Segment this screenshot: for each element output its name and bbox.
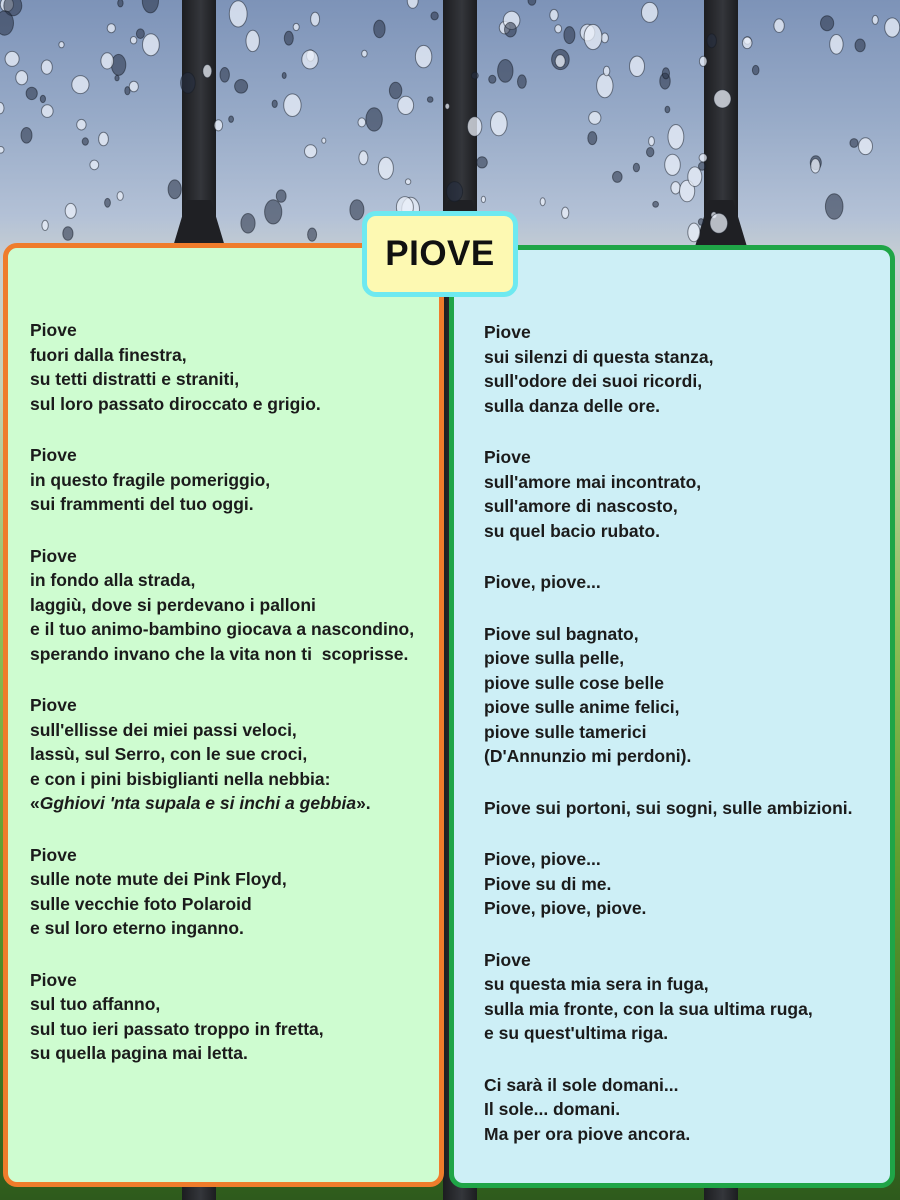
raindrop bbox=[698, 219, 703, 226]
raindrop bbox=[0, 102, 4, 113]
raindrop bbox=[358, 118, 366, 127]
left-poem-panel bbox=[3, 243, 444, 1187]
raindrop bbox=[366, 108, 382, 131]
raindrop bbox=[477, 157, 488, 168]
raindrop bbox=[647, 148, 654, 157]
poem-line: Ma per ora piove ancora. bbox=[484, 1123, 691, 1144]
poem-line: Piove bbox=[30, 969, 77, 990]
raindrop bbox=[630, 56, 645, 76]
poem-line: e su quest'ultima riga. bbox=[484, 1023, 669, 1043]
raindrop bbox=[588, 132, 597, 145]
raindrop bbox=[99, 132, 109, 146]
raindrop bbox=[214, 120, 222, 131]
quote-open-mark: « bbox=[30, 793, 40, 813]
poem-line: piove sulle anime felici, bbox=[484, 697, 680, 717]
poem-line: in fondo alla strada, bbox=[30, 570, 196, 590]
stanza bbox=[30, 443, 439, 517]
poem-line: Piove bbox=[484, 949, 531, 970]
raindrop bbox=[0, 147, 4, 154]
raindrop bbox=[885, 18, 900, 37]
raindrop bbox=[130, 37, 136, 44]
dialect-quote-text: Gghiovi 'nta supala e si inchi a gebbia bbox=[39, 793, 357, 813]
raindrop bbox=[350, 200, 364, 220]
raindrop bbox=[649, 137, 655, 146]
raindrop bbox=[445, 103, 449, 109]
raindrop bbox=[378, 157, 393, 179]
raindrop bbox=[699, 56, 707, 66]
raindrop bbox=[241, 214, 255, 234]
stanza bbox=[484, 445, 890, 543]
raindrop bbox=[589, 112, 601, 125]
poem-line: e il tuo animo-bambino giocava a nascondino, bbox=[30, 619, 415, 639]
raindrop bbox=[562, 207, 569, 218]
poem-line: fuori dalla finestra, bbox=[30, 344, 187, 365]
raindrop bbox=[302, 50, 318, 69]
raindrop bbox=[265, 200, 282, 224]
poem-line: Piove, piove... bbox=[484, 849, 601, 869]
poem-line: Ci sarà il sole domani... bbox=[484, 1074, 679, 1095]
raindrop bbox=[181, 73, 196, 94]
poem-line: sulle note mute dei Pink Floyd, bbox=[30, 869, 287, 889]
raindrop bbox=[699, 154, 707, 162]
stanza bbox=[30, 693, 439, 816]
poem-line: sui silenzi di questa stanza, bbox=[484, 346, 714, 367]
poem-line: piove sulle cose belle bbox=[484, 672, 664, 693]
left-stanzas bbox=[30, 318, 439, 1066]
raindrop bbox=[374, 20, 385, 38]
raindrop bbox=[528, 0, 536, 5]
poem-line: sull'odore dei suoi ricordi, bbox=[484, 371, 703, 391]
raindrop bbox=[555, 55, 565, 68]
raindrop bbox=[40, 95, 45, 102]
raindrop bbox=[389, 82, 401, 98]
poem-line: su questa mia sera in fuga, bbox=[484, 974, 709, 994]
raindrop bbox=[481, 196, 485, 202]
raindrop bbox=[752, 65, 759, 74]
raindrop bbox=[72, 76, 89, 94]
poem-line: Piove, piove... bbox=[484, 572, 601, 592]
stanza bbox=[484, 570, 890, 595]
raindrop bbox=[505, 22, 517, 37]
raindrop bbox=[5, 51, 19, 66]
raindrop bbox=[855, 39, 865, 52]
poem-line: su tetti distratti e straniti, bbox=[30, 369, 240, 389]
raindrop bbox=[90, 160, 99, 170]
poem-line: Il sole... domani. bbox=[484, 1099, 621, 1119]
raindrop bbox=[668, 125, 684, 150]
poem-line: sulle vecchie foto Polaroid bbox=[30, 893, 252, 914]
raindrop bbox=[714, 90, 731, 108]
poem-line: Piove sui portoni, sui sogni, sulle ambizioni. bbox=[484, 797, 853, 818]
raindrop bbox=[59, 42, 64, 48]
raindrop bbox=[398, 96, 414, 114]
raindrop bbox=[272, 100, 277, 107]
raindrop bbox=[707, 34, 716, 48]
poem-line: su quel bacio rubato. bbox=[484, 520, 660, 541]
poem-line: sul loro passato diroccato e grigio. bbox=[30, 393, 321, 414]
raindrop bbox=[21, 128, 32, 144]
raindrop bbox=[229, 116, 234, 122]
poem-line: Piove bbox=[484, 447, 531, 467]
raindrop bbox=[311, 12, 320, 26]
raindrop bbox=[467, 117, 481, 137]
raindrop bbox=[872, 15, 878, 24]
poem-line: sull'amore di nascosto, bbox=[484, 496, 678, 516]
raindrop bbox=[42, 105, 54, 118]
raindrop bbox=[322, 138, 326, 143]
raindrop bbox=[105, 198, 111, 207]
raindrop bbox=[63, 227, 73, 241]
raindrop bbox=[0, 11, 13, 35]
raindrop bbox=[518, 75, 527, 88]
poem-line: Piove bbox=[30, 320, 77, 340]
raindrop bbox=[671, 182, 680, 194]
raindrop bbox=[26, 87, 37, 99]
raindrop bbox=[642, 2, 658, 22]
raindrop bbox=[282, 73, 286, 79]
raindrop bbox=[584, 24, 602, 49]
raindrop bbox=[82, 138, 88, 145]
poem-line: laggiù, dove si perdevano i palloni bbox=[30, 594, 316, 615]
poem-line: e sul loro eterno inganno. bbox=[30, 918, 244, 938]
raindrop bbox=[665, 154, 681, 175]
raindrop bbox=[284, 94, 301, 117]
poem-title: PIOVE bbox=[385, 234, 495, 273]
poem-line: Piove bbox=[30, 844, 77, 865]
poem-line: Piove bbox=[30, 545, 77, 566]
quote-close-mark: ». bbox=[356, 793, 371, 813]
poem-line: sull'ellisse dei miei passi veloci, bbox=[30, 719, 297, 740]
poem-line: Piove bbox=[30, 445, 77, 465]
poem-line: Piove, piove, piove. bbox=[484, 898, 647, 918]
raindrop bbox=[220, 68, 229, 83]
raindrop bbox=[136, 29, 144, 39]
raindrop bbox=[859, 138, 873, 155]
stanza bbox=[484, 1073, 890, 1147]
stanza bbox=[484, 622, 890, 769]
raindrop bbox=[362, 50, 367, 57]
raindrop bbox=[107, 24, 115, 33]
raindrop bbox=[662, 68, 669, 79]
stanza bbox=[30, 318, 439, 416]
raindrop bbox=[665, 106, 670, 112]
raindrop bbox=[550, 9, 558, 20]
raindrop bbox=[115, 75, 119, 80]
raindrop bbox=[129, 81, 138, 92]
poem-line: sul tuo ieri passato troppo in fretta, bbox=[30, 1018, 324, 1039]
raindrop bbox=[16, 71, 28, 85]
raindrop bbox=[710, 213, 728, 233]
raindrop bbox=[305, 145, 317, 158]
dialect-quote-line bbox=[30, 791, 439, 816]
raindrop bbox=[101, 53, 114, 69]
raindrop bbox=[489, 75, 496, 83]
raindrop bbox=[203, 65, 212, 78]
raindrop bbox=[276, 190, 286, 202]
poem-line: Piove bbox=[30, 695, 77, 715]
poem-line: sull'amore mai incontrato, bbox=[484, 471, 702, 492]
raindrop bbox=[825, 194, 843, 219]
stanza bbox=[30, 968, 439, 1066]
poem-line: lassù, sul Serro, con le sue croci, bbox=[30, 744, 308, 764]
stanza bbox=[30, 544, 439, 667]
stanza bbox=[484, 948, 890, 1046]
raindrop bbox=[821, 16, 834, 31]
raindrop bbox=[42, 220, 48, 230]
right-stanzas bbox=[484, 320, 890, 1146]
raindrop bbox=[498, 60, 513, 83]
poem-line: sulla danza delle ore. bbox=[484, 395, 661, 416]
poem-line: e con i pini bisbiglianti nella nebbia: bbox=[30, 768, 331, 789]
raindrop bbox=[688, 167, 702, 187]
raindrop bbox=[65, 203, 76, 218]
raindrop bbox=[308, 228, 317, 241]
raindrop bbox=[564, 27, 575, 44]
poem-line: piove sulla pelle, bbox=[484, 648, 625, 668]
raindrop bbox=[284, 31, 293, 45]
raindrop bbox=[359, 151, 368, 165]
raindrop bbox=[118, 0, 123, 7]
raindrop bbox=[472, 72, 479, 79]
poem-title-box bbox=[362, 211, 518, 297]
raindrop bbox=[143, 34, 160, 56]
poem-line: in questo fragile pomeriggio, bbox=[30, 469, 271, 490]
raindrop bbox=[427, 97, 433, 103]
stanza bbox=[30, 843, 439, 941]
raindrop bbox=[850, 139, 858, 148]
poem-line: su quella pagina mai letta. bbox=[30, 1043, 248, 1063]
raindrop bbox=[246, 30, 259, 51]
raindrop bbox=[603, 66, 609, 76]
raindrop bbox=[830, 35, 843, 55]
raindrop bbox=[293, 23, 299, 30]
poem-line: Piove bbox=[484, 322, 531, 342]
raindrop bbox=[142, 0, 158, 13]
raindrop bbox=[613, 171, 623, 182]
stanza bbox=[484, 847, 890, 921]
raindrop bbox=[742, 37, 752, 49]
raindrop bbox=[540, 198, 545, 206]
poem-line: sulla mia fronte, con la sua ultima ruga, bbox=[484, 998, 813, 1019]
raindrop bbox=[415, 45, 431, 67]
raindrop bbox=[653, 201, 659, 207]
raindrop bbox=[41, 60, 52, 74]
raindrop bbox=[597, 74, 613, 98]
raindrop bbox=[811, 159, 820, 173]
raindrop bbox=[117, 192, 123, 201]
raindrop bbox=[633, 163, 639, 172]
stanza bbox=[484, 796, 890, 821]
poem-line: sul tuo affanno, bbox=[30, 994, 161, 1014]
poem-line: sui frammenti del tuo oggi. bbox=[30, 494, 254, 514]
raindrop bbox=[774, 19, 784, 33]
raindrop bbox=[447, 182, 463, 202]
raindrop bbox=[405, 179, 410, 185]
poem-line: piove sulle tamerici bbox=[484, 721, 647, 742]
right-poem-panel bbox=[449, 245, 895, 1188]
raindrop bbox=[407, 0, 418, 8]
raindrop bbox=[235, 80, 248, 94]
stanza bbox=[484, 320, 890, 418]
poem-line: Piove sul bagnato, bbox=[484, 623, 639, 644]
raindrop bbox=[555, 25, 562, 33]
raindrop bbox=[688, 223, 700, 242]
poem-line: (D'Annunzio mi perdoni). bbox=[484, 746, 692, 766]
raindrop bbox=[229, 1, 247, 27]
raindrop bbox=[111, 54, 125, 75]
poem-line: Piove su di me. bbox=[484, 873, 612, 894]
raindrop bbox=[168, 180, 181, 199]
raindrop bbox=[491, 112, 508, 136]
raindrop bbox=[77, 119, 86, 130]
raindrop bbox=[431, 12, 438, 20]
poem-line: sperando invano che la vita non ti scoprisse. bbox=[30, 643, 409, 664]
